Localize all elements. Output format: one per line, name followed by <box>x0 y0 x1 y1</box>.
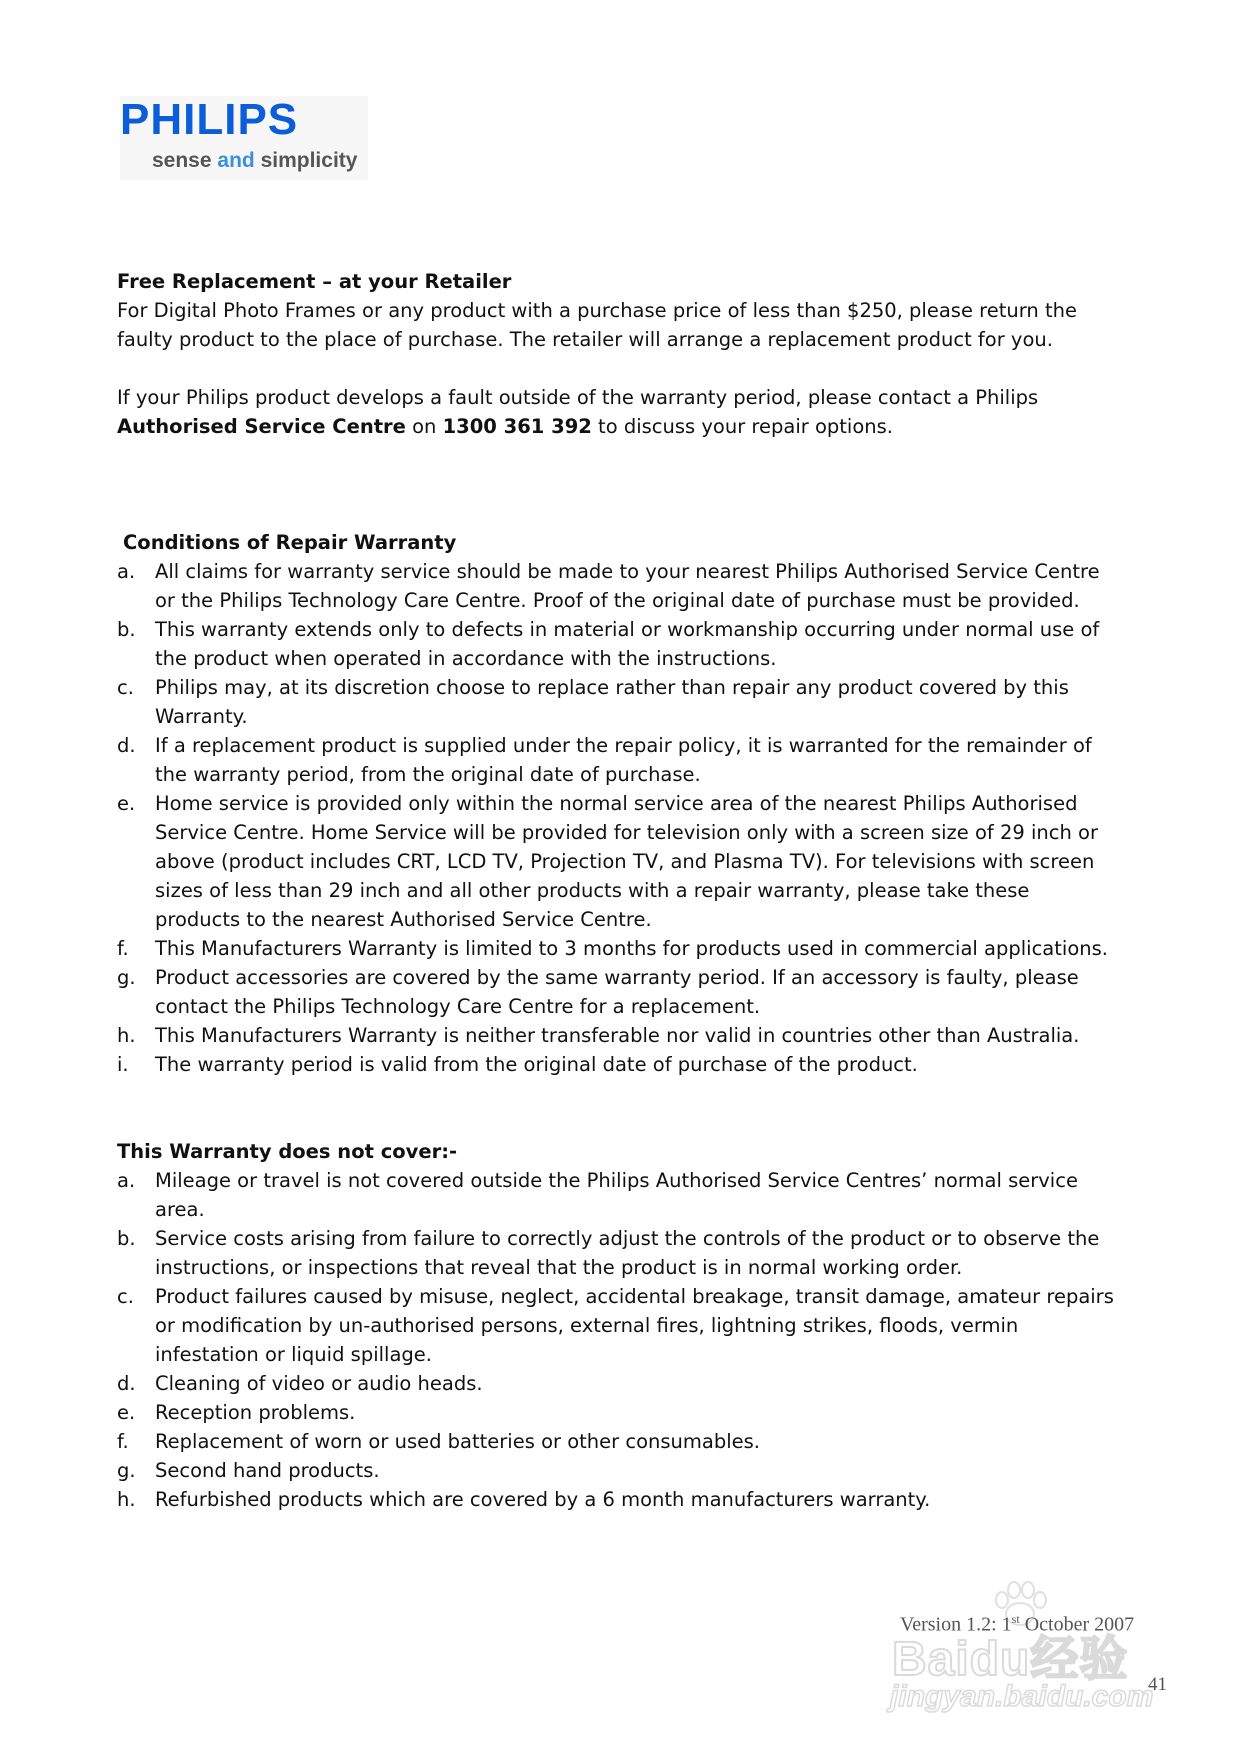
list-item <box>117 1166 1117 1224</box>
list-item <box>117 1456 1117 1485</box>
version-suffix: October 2007 <box>1019 1613 1135 1636</box>
conditions-list <box>117 557 1117 1079</box>
service-phone-number: 1300 361 392 <box>442 415 592 438</box>
list-item-text: Product accessories are covered by the same warranty period. If an accessory is faulty, please contact the Philips Technology Care Centre for a replacement. <box>155 966 1079 1018</box>
logo-wordmark: PHILIPS <box>120 95 299 144</box>
list-marker: e. <box>117 792 136 815</box>
list-item-text: This Manufacturers Warranty is limited to 3 months for products used in commercial applications. <box>155 937 1108 960</box>
document-body <box>117 267 1117 1514</box>
outside-text-pre: If your Philips product develops a fault outside of the warranty period, please contact a Philips <box>117 386 1039 409</box>
list-marker: f. <box>117 1430 129 1453</box>
list-item-text: Refurbished products which are covered by a 6 month manufacturers warranty. <box>155 1488 931 1511</box>
exclusions-list <box>117 1166 1117 1514</box>
list-item <box>117 731 1117 789</box>
watermark-url: jingyan.baidu.com <box>890 1680 1154 1713</box>
list-item <box>117 673 1117 731</box>
list-marker: i. <box>117 1053 129 1076</box>
list-item <box>117 963 1117 1021</box>
list-item-text: Second hand products. <box>155 1459 380 1482</box>
outside-warranty-paragraph <box>117 383 1117 441</box>
list-marker: b. <box>117 1227 136 1250</box>
outside-text-post: to discuss your repair options. <box>591 415 893 438</box>
list-item-text: Cleaning of video or audio heads. <box>155 1372 483 1395</box>
list-marker: a. <box>117 1169 136 1192</box>
list-item-text: This Manufacturers Warranty is neither transferable nor valid in countries other than Australia. <box>155 1024 1080 1047</box>
list-item <box>117 1369 1117 1398</box>
watermark-text: Baidu经验 <box>892 1633 1129 1686</box>
list-marker: c. <box>117 676 134 699</box>
list-item <box>117 1224 1117 1282</box>
list-marker: c. <box>117 1285 134 1308</box>
service-centre-label: Authorised Service Centre <box>117 415 406 438</box>
list-marker: g. <box>117 966 136 989</box>
replacement-heading: Free Replacement – at your Retailer <box>117 270 512 293</box>
list-item <box>117 1021 1117 1050</box>
list-item <box>117 557 1117 615</box>
list-item-text: Service costs arising from failure to correctly adjust the controls of the product or to observe the instructions, or inspections that reveal that the product is in normal working order. <box>155 1227 1100 1279</box>
list-item <box>117 934 1117 963</box>
list-item-text: The warranty period is valid from the original date of purchase of the product. <box>155 1053 918 1076</box>
list-marker: g. <box>117 1459 136 1482</box>
list-item-text: Philips may, at its discretion choose to replace rather than repair any product covered by this Warranty. <box>155 676 1069 728</box>
list-item-text: All claims for warranty service should be made to your nearest Philips Authorised Service Centre or the Philips Technology Care Centre. Proof of the original date of purchase must be provided. <box>155 560 1100 612</box>
list-marker: a. <box>117 560 136 583</box>
version-superscript: st <box>1011 1612 1020 1626</box>
list-item-text: Product failures caused by misuse, neglect, accidental breakage, transit damage, amateur repairs or modification by un-authorised persons, external fires, lightning strikes, floods, vermin infestation or liquid spillage. <box>155 1285 1114 1366</box>
replacement-paragraph: For Digital Photo Frames or any product with a purchase price of less than $250, please return the faulty product to the place of purchase. The retailer will arrange a replacement product for you. <box>117 299 1077 351</box>
list-marker: d. <box>117 1372 136 1395</box>
exclusions-heading: This Warranty does not cover:- <box>117 1140 458 1163</box>
logo-tagline <box>152 150 357 171</box>
list-item-text: Home service is provided only within the normal service area of the nearest Philips Authorised Service Centre. Home Service will be provided for television only with a screen size of 29 inch or above (product includes CRT, LCD TV, Projection TV, and Plasma TV). For televisions with screen sizes of less than 29 inch and all other products with a repair warranty, please take these products to the nearest Authorised Service Centre. <box>155 792 1098 931</box>
list-marker: h. <box>117 1024 136 1047</box>
list-marker: b. <box>117 618 136 641</box>
list-item-text: Replacement of worn or used batteries or other consumables. <box>155 1430 760 1453</box>
list-item <box>117 1050 1117 1079</box>
list-marker: f. <box>117 937 129 960</box>
tagline-and: and <box>217 149 255 172</box>
list-item-text: This warranty extends only to defects in material or workmanship occurring under normal use of the product when operated in accordance with the instructions. <box>155 618 1100 670</box>
list-item <box>117 1485 1117 1514</box>
list-item <box>117 789 1117 934</box>
outside-text-mid: on <box>405 415 443 438</box>
list-item-text: If a replacement product is supplied under the repair policy, it is warranted for the remainder of the warranty period, from the original date of purchase. <box>155 734 1092 786</box>
tagline-simplicity: simplicity <box>260 149 358 172</box>
conditions-heading: Conditions of Repair Warranty <box>123 531 457 554</box>
list-item-text: Reception problems. <box>155 1401 356 1424</box>
tagline-sense: sense <box>152 149 212 172</box>
list-marker: e. <box>117 1401 136 1424</box>
version-footer <box>900 1612 1134 1637</box>
list-item <box>117 1398 1117 1427</box>
list-item <box>117 615 1117 673</box>
list-marker: h. <box>117 1488 136 1511</box>
baidu-watermark <box>880 1580 1180 1730</box>
philips-logo <box>120 96 368 180</box>
version-prefix: Version 1.2: 1 <box>900 1613 1012 1636</box>
page-number: 41 <box>1148 1674 1167 1695</box>
list-item <box>117 1282 1117 1369</box>
list-marker: d. <box>117 734 136 757</box>
list-item <box>117 1427 1117 1456</box>
list-item-text: Mileage or travel is not covered outside the Philips Authorised Service Centres’ normal service area. <box>155 1169 1078 1221</box>
